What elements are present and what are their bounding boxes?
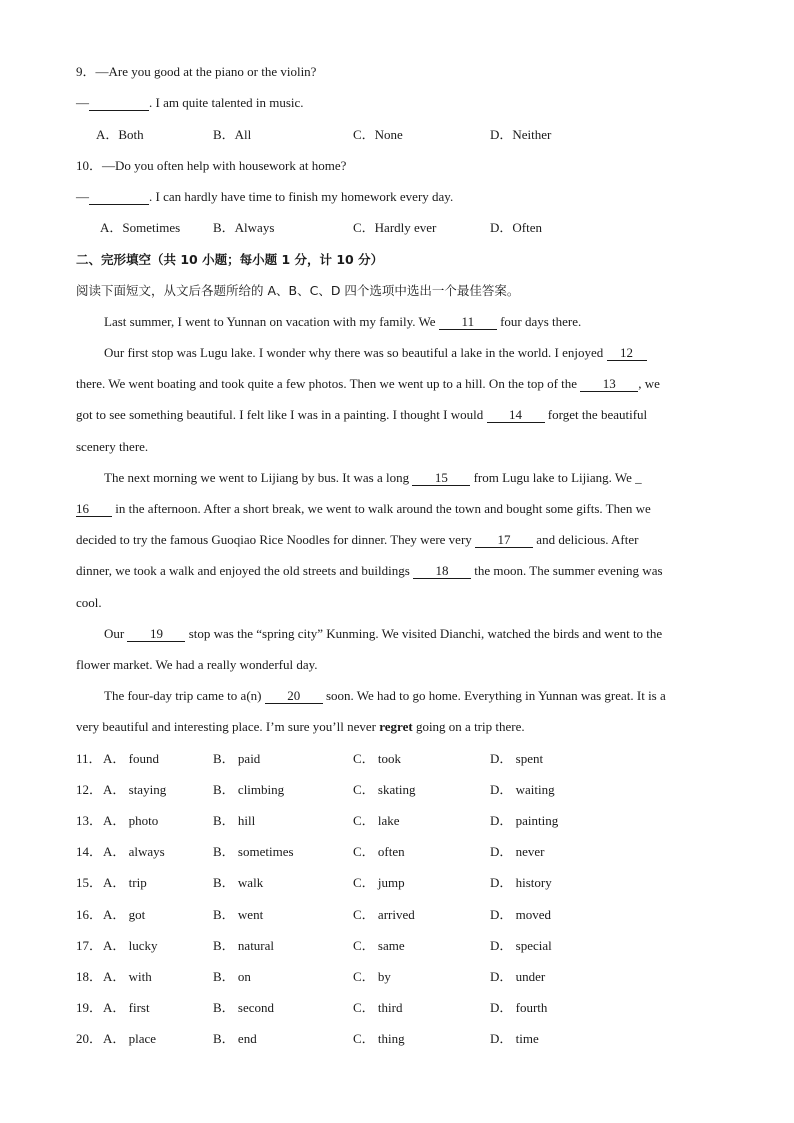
cloze-option-row <box>0 843 794 861</box>
option-d: D． history <box>490 875 552 890</box>
passage-text: forget the beautiful <box>547 407 648 422</box>
option-b: B． paid <box>213 751 261 766</box>
option-b: B． walk <box>213 875 264 890</box>
q10-option-b: B．Always <box>213 220 275 235</box>
cloze-option-row <box>0 1030 794 1048</box>
option-d: D． waiting <box>490 782 555 797</box>
passage-p2-line1 <box>104 344 647 362</box>
option-d: D． time <box>490 1031 539 1046</box>
option-a: A． first <box>103 1000 150 1015</box>
passage-p3-line2 <box>76 500 651 518</box>
passage-text: and delicious. After <box>536 532 639 547</box>
passage-text: decided to try the famous Guoqiao Rice Noodles for dinner. They were very <box>76 532 472 547</box>
option-a: A． trip <box>103 875 147 890</box>
passage-p2-line2 <box>76 375 660 393</box>
cloze-option-row <box>0 812 794 830</box>
passage-p4-line2: flower market. We had a really wonderful day. <box>76 657 318 672</box>
question-number: 12． <box>76 782 103 797</box>
passage-text: there. We went boating and took quite a few photos. Then we went up to a hill. On the top of the <box>76 376 578 391</box>
passage-text: in the afternoon. After a short break, we went to walk around the town and bought some gifts. Then we <box>115 501 651 516</box>
q10-question: 10．—Do you often help with housework at home? <box>76 158 347 173</box>
passage-p3-line1 <box>104 469 642 487</box>
blank-14: 14 <box>487 407 545 423</box>
question-number: 11． <box>76 751 102 766</box>
question-number: 20． <box>76 1031 103 1046</box>
section-instruction: 阅读下面短文，从文后各题所给的 A、B、C、D 四个选项中选出一个最佳答案。 <box>76 283 520 298</box>
passage-text: soon. We had to go home. Everything in Yunnan was great. It is a <box>325 688 666 703</box>
passage-text: , we <box>638 376 660 391</box>
blank-19: 19 <box>127 626 185 642</box>
blank-17: 17 <box>475 532 533 548</box>
cloze-option-row <box>0 968 794 986</box>
option-c: C． arrived <box>353 907 415 922</box>
question-number: 16． <box>76 907 103 922</box>
q9-answer-line: — . I am quite talented in music. <box>76 95 304 110</box>
cloze-option-row <box>0 781 794 799</box>
option-d: D． never <box>490 844 545 859</box>
blank-12: 12 <box>607 345 647 361</box>
passage-p3-line5: cool. <box>76 595 102 610</box>
q9-answer-tail: . I am quite talented in music. <box>149 95 304 110</box>
passage-text: Our first stop was Lugu lake. I wonder why there was so beautiful a lake in the world. I enjoyed <box>104 345 604 360</box>
passage-text: The four-day trip came to a(n) <box>104 688 262 703</box>
passage-text: dinner, we took a walk and enjoyed the old streets and buildings <box>76 563 410 578</box>
passage-text: Our <box>104 626 125 641</box>
question-number: 14． <box>76 844 103 859</box>
blank-20: 20 <box>265 688 323 704</box>
option-b: B． on <box>213 969 251 984</box>
section-heading: 二、完形填空（共 10 小题；每小题 1 分，计 10 分） <box>76 252 384 267</box>
option-a: A． found <box>103 751 159 766</box>
option-b: B． second <box>213 1000 275 1015</box>
passage-p1 <box>104 313 581 331</box>
option-c: C． same <box>353 938 405 953</box>
bold-word-regret: regret <box>379 719 413 734</box>
q9-option-b: B．All <box>213 127 252 142</box>
q9-blank <box>89 95 149 111</box>
option-b: B． sometimes <box>213 844 294 859</box>
blank-11: 11 <box>439 314 497 330</box>
cloze-option-row <box>0 906 794 924</box>
option-c: C． by <box>353 969 391 984</box>
cloze-option-row <box>0 750 794 768</box>
q9-question: 9．—Are you good at the piano or the violin? <box>76 64 317 79</box>
blank-16: 16 <box>76 501 112 517</box>
option-a: A． always <box>103 844 165 859</box>
passage-text: The next morning we went to Lijiang by bus. It was a long <box>104 470 410 485</box>
q10-option-a: A．Sometimes <box>100 220 181 235</box>
option-a: A． lucky <box>103 938 158 953</box>
option-a: A． photo <box>103 813 159 828</box>
q10-options <box>0 219 794 237</box>
passage-p3-line3 <box>76 531 638 549</box>
passage-text: from Lugu lake to Lijiang. We _ <box>473 470 642 485</box>
q10-answer-line: — . I can hardly have time to finish my homework every day. <box>76 189 454 204</box>
option-a: A． staying <box>103 782 167 797</box>
q10-option-c: C．Hardly ever <box>353 220 437 235</box>
cloze-option-row <box>0 999 794 1017</box>
passage-text: got to see something beautiful. I felt like I was in a painting. I thought I would <box>76 407 484 422</box>
option-c: C． jump <box>353 875 405 890</box>
question-number: 18． <box>76 969 103 984</box>
option-c: C． took <box>353 751 402 766</box>
question-number: 17． <box>76 938 103 953</box>
option-d: D． spent <box>490 751 544 766</box>
option-a: A． got <box>103 907 146 922</box>
cloze-option-row <box>0 937 794 955</box>
passage-text: four days there. <box>500 314 582 329</box>
cloze-option-row <box>0 874 794 892</box>
passage-text: going on a trip there. <box>415 719 525 734</box>
option-b: B． went <box>213 907 264 922</box>
passage-p5-line1 <box>104 687 666 705</box>
passage-p3-line4 <box>76 562 663 580</box>
passage-p2-line4: scenery there. <box>76 439 149 454</box>
passage-text: Last summer, I went to Yunnan on vacation with my family. We <box>104 314 436 329</box>
passage-p5-line2 <box>76 718 525 736</box>
option-d: D． under <box>490 969 546 984</box>
passage-text: the moon. The summer evening was <box>474 563 663 578</box>
question-number: 15． <box>76 875 103 890</box>
option-d: D． fourth <box>490 1000 548 1015</box>
passage-p4-line1 <box>104 625 662 643</box>
option-c: C． often <box>353 844 405 859</box>
q9-option-d: D．Neither <box>490 127 552 142</box>
option-b: B． end <box>213 1031 257 1046</box>
q10-option-d: D．Often <box>490 220 542 235</box>
question-number: 13． <box>76 813 103 828</box>
question-number: 19． <box>76 1000 103 1015</box>
blank-15: 15 <box>412 470 470 486</box>
option-c: C． thing <box>353 1031 405 1046</box>
blank-13: 13 <box>580 376 638 392</box>
option-b: B． climbing <box>213 782 285 797</box>
passage-text: very beautiful and interesting place. I’m sure you’ll never <box>76 719 376 734</box>
option-a: A． place <box>103 1031 157 1046</box>
q10-answer-tail: . I can hardly have time to finish my homework every day. <box>149 189 454 204</box>
q10-blank <box>89 189 149 205</box>
option-d: D． moved <box>490 907 552 922</box>
blank-18: 18 <box>413 563 471 579</box>
q9-options <box>0 126 794 144</box>
option-c: C． lake <box>353 813 400 828</box>
option-c: C． third <box>353 1000 403 1015</box>
option-d: D． special <box>490 938 552 953</box>
q9-option-a: A．Both <box>96 127 144 142</box>
option-d: D． painting <box>490 813 559 828</box>
option-b: B． hill <box>213 813 256 828</box>
option-b: B． natural <box>213 938 275 953</box>
option-c: C． skating <box>353 782 416 797</box>
q9-option-c: C．None <box>353 127 403 142</box>
option-a: A． with <box>103 969 152 984</box>
passage-p2-line3 <box>76 406 647 424</box>
passage-text: stop was the “spring city” Kunming. We visited Dianchi, watched the birds and went to the <box>188 626 663 641</box>
